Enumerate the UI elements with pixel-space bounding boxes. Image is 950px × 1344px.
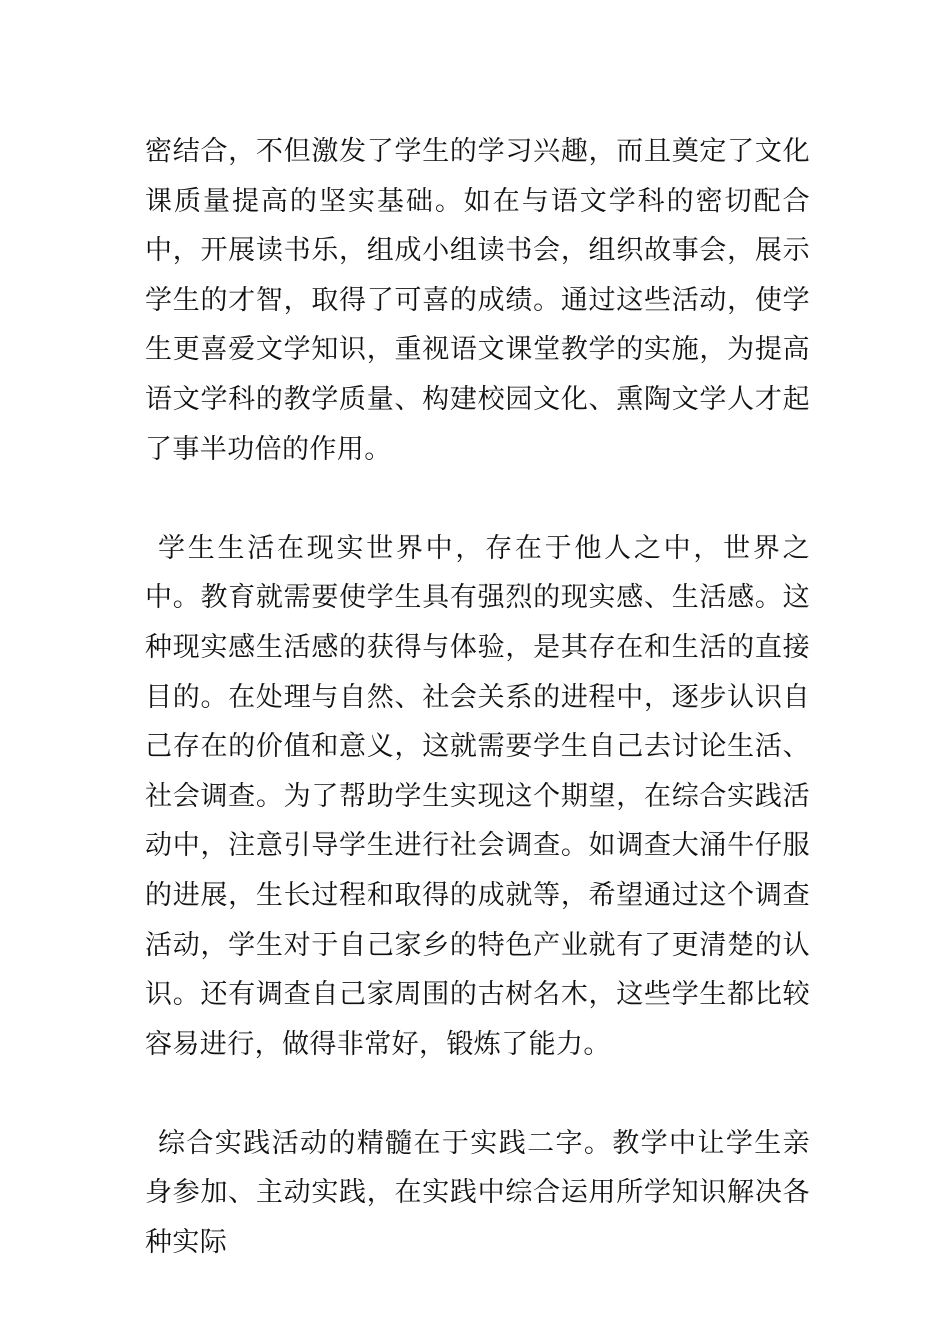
paragraph-3: 综合实践活动的精髓在于实践二字。教学中让学生亲身参加、主动实践，在实践中综合运用所学知识解决各种实际: [145, 1127, 810, 1259]
paragraph-1: 密结合，不但激发了学生的学习兴趣，而且奠定了文化课质量提高的坚实基础。如在与语文学科的密切配合中，开展读书乐，组成小组读书会，组织故事会，展示学生的才智，取得了可喜的成绩。通过这些活动，使学生更喜爱文学知识，重视语文课堂教学的实施，为提高语文学科的教学质量、构建校园文化、熏陶文学人才起了事半功倍的作用。: [145, 136, 810, 465]
paragraph-2: 学生生活在现实世界中，存在于他人之中，世界之中。教育就需要使学生具有强烈的现实感、生活感。这种现实感生活感的获得与体验，是其存在和生活的直接目的。在处理与自然、社会关系的进程中，逐步认识自己存在的价值和意义，这就需要学生自己去讨论生活、社会调查。为了帮助学生实现这个期望，在综合实践活动中，注意引导学生进行社会调查。如调查大涌牛仔服的进展，生长过程和取得的成就等，希望通过这个调查活动，学生对于自己家乡的特色产业就有了更清楚的认识。还有调查自己家周围的古树名木，这些学生都比较容易进行，做得非常好，锻炼了能力。: [145, 532, 810, 1060]
document-body: [145, 127, 810, 1268]
paragraph-gap: [145, 474, 810, 524]
paragraph-gap: [145, 1069, 810, 1119]
